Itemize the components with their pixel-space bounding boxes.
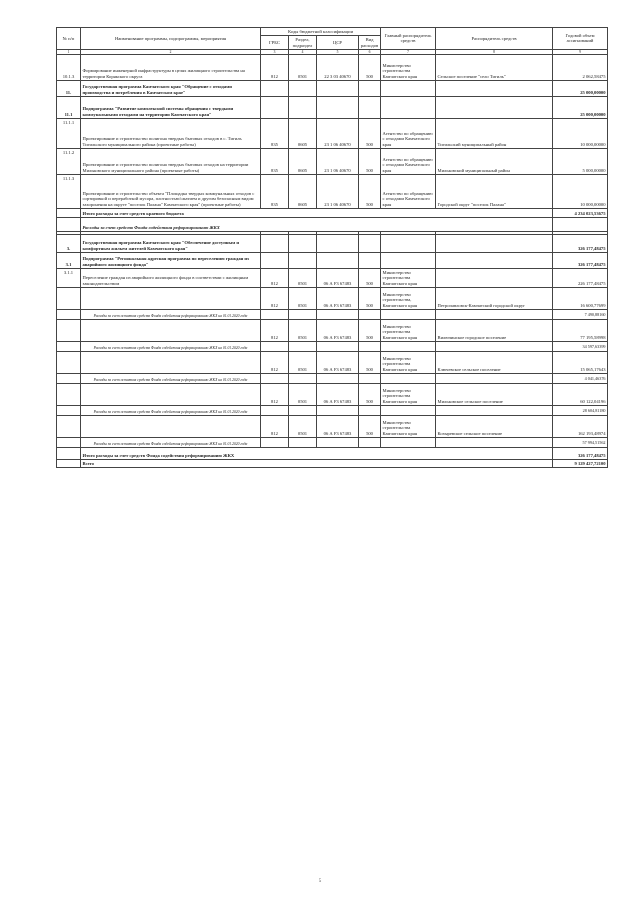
header-csr: ЦСР <box>317 36 359 50</box>
header-razdel: Раздел, подраздел <box>289 36 317 50</box>
table-row <box>57 174 608 208</box>
row-empty-cell <box>359 341 381 351</box>
row-grbs: 835 <box>261 174 289 208</box>
header-no: № п/п <box>57 28 81 50</box>
row-empty-cell <box>381 437 436 447</box>
budget-allocation-table <box>56 27 608 468</box>
row-amount: 16 600,77699 <box>553 287 608 309</box>
total-regional-label: Итого расходы за счет средств краевого бюджета <box>81 208 553 217</box>
column-number: 5 <box>317 49 359 54</box>
row-recipient: Сельское поселение "село Тигиль" <box>436 54 553 80</box>
row-vr: 500 <box>359 287 381 309</box>
header-admin: Главный распорядитель средств <box>381 28 436 50</box>
row-empty-cell <box>289 373 317 383</box>
row-grbs <box>261 80 289 96</box>
row-vr: 500 <box>359 174 381 208</box>
page-number: 5 <box>318 879 322 884</box>
row-name: Подпрограмма "Региональная адресная программа по переселению граждан из аварийного жилищного фонда" <box>81 252 261 268</box>
header-recipient: Распорядитель средств <box>436 28 553 50</box>
row-razdel: 0501 <box>289 415 317 437</box>
column-number: 3 <box>261 49 289 54</box>
row-vr: 500 <box>359 351 381 373</box>
total-fund-amount: 326 177,48475 <box>553 447 608 459</box>
row-razdel: 0501 <box>289 383 317 405</box>
column-number: 1 <box>57 49 81 54</box>
table-header <box>57 28 608 55</box>
row-admin: Министерство строительства Камчатского края <box>381 54 436 80</box>
row-no: 11. <box>57 80 81 96</box>
row-csr: 23 1 06 40670 <box>317 174 359 208</box>
row-empty-cell <box>436 309 553 319</box>
row-admin: Министерство строительства Камчатского края <box>381 268 436 287</box>
row-empty-cell <box>359 437 381 447</box>
row-vr <box>359 80 381 96</box>
row-grbs: 812 <box>261 351 289 373</box>
resettlement-row <box>57 351 608 373</box>
row-name: Государственная программа Камчатского края "Обращение с отходами производства и потребления в Камчатском крае" <box>81 80 261 96</box>
grand-total-label: Всего <box>81 459 553 467</box>
row-no: 3.1.1 <box>57 268 81 287</box>
row-empty-cell <box>359 405 381 415</box>
row-razdel <box>289 96 317 118</box>
row-csr <box>317 80 359 96</box>
row-admin: Министерство строительства, Камчатского края <box>381 287 436 309</box>
table-row <box>57 118 608 148</box>
total-fund-label: Итого расходы за счет средств Фонда содействия реформированию ЖКХ <box>81 447 553 459</box>
row-grbs <box>261 96 289 118</box>
row-razdel: 0605 <box>289 174 317 208</box>
row-grbs: 812 <box>261 415 289 437</box>
row-no <box>57 447 81 459</box>
row-csr: 06 А F3 67483 <box>317 351 359 373</box>
row-no: 10.1.3 <box>57 54 81 80</box>
header-codes: Коды бюджетной классификации <box>261 28 381 36</box>
row-recipient <box>436 80 553 96</box>
row-amount <box>553 217 608 231</box>
row-no <box>57 309 81 319</box>
row-grbs: 812 <box>261 287 289 309</box>
row-recipient <box>436 268 553 287</box>
row-no: 11.1.2 <box>57 148 81 174</box>
row-no: 3.1 <box>57 252 81 268</box>
row-amount: 326 177,48475 <box>553 234 608 252</box>
row-vr: 500 <box>359 268 381 287</box>
row-amount: 25 000,00000 <box>553 80 608 96</box>
fund-header-row <box>57 217 608 231</box>
row-razdel <box>289 80 317 96</box>
row-name <box>81 415 261 437</box>
table-row <box>57 80 608 96</box>
row-vr: 500 <box>359 383 381 405</box>
row-empty-cell <box>261 341 289 351</box>
row-recipient: Тигильский муниципальный район <box>436 118 553 148</box>
row-recipient: Ключевское сельское поселение <box>436 351 553 373</box>
row-csr: 06 А F3 67483 <box>317 319 359 341</box>
row-empty-cell <box>381 309 436 319</box>
row-recipient: Козыревское сельское поселение <box>436 415 553 437</box>
column-number: 4 <box>289 49 317 54</box>
row-admin: Министерство строительства Камчатского края <box>381 351 436 373</box>
resettlement-row <box>57 287 608 309</box>
column-number: 2 <box>81 49 261 54</box>
row-amount: 326 177,48475 <box>553 252 608 268</box>
row-admin: Министерство строительства Камчатского края <box>381 383 436 405</box>
header-grbs: ГРБС <box>261 36 289 50</box>
header-vr: Вид расходов <box>359 36 381 50</box>
row-admin <box>381 96 436 118</box>
fund-header-label: Расходы за счет средств Фонда содействия реформированию ЖКХ <box>81 217 553 231</box>
row-recipient <box>436 96 553 118</box>
row-no <box>57 217 81 231</box>
row-no <box>57 341 81 351</box>
row-amount: 5 000,00000 <box>553 148 608 174</box>
row-empty-cell <box>381 405 436 415</box>
row-grbs: 835 <box>261 118 289 148</box>
row-empty-cell <box>359 309 381 319</box>
row-csr <box>317 96 359 118</box>
row-grbs: 812 <box>261 383 289 405</box>
row-empty-cell <box>289 437 317 447</box>
row-razdel: 0501 <box>289 319 317 341</box>
resettlement-row <box>57 415 608 437</box>
row-admin: Агентство по обращению с отходами Камчатского края <box>381 148 436 174</box>
row-csr: 06 А F3 67483 <box>317 415 359 437</box>
row-empty-cell <box>317 405 359 415</box>
row-empty-cell <box>381 373 436 383</box>
row-name <box>81 351 261 373</box>
fund-remainder-label: Расходы за счет остатков средств Фонда содействия реформированию ЖКХ на 01.01.2020 года <box>81 309 261 319</box>
fund-remainder-label: Расходы за счет остатков средств Фонда содействия реформированию ЖКХ на 01.01.2020 года <box>81 437 261 447</box>
row-empty-cell <box>261 373 289 383</box>
budget-table-page <box>56 27 607 468</box>
row-no <box>57 405 81 415</box>
row-name: Формирование инженерной инфраструктуры в целях жилищного строительства на территории Корякского округа <box>81 54 261 80</box>
row-empty-cell <box>317 309 359 319</box>
row-vr: 500 <box>359 54 381 80</box>
row-no <box>57 373 81 383</box>
fund-remainder-row <box>57 309 608 319</box>
row-name: Государственная программа Камчатского края "Обеспечение доступным и комфортным жильем жителей Камчатского края" <box>81 234 261 252</box>
resettlement-row <box>57 319 608 341</box>
fund-remainder-label: Расходы за счет остатков средств Фонда содействия реформированию ЖКХ на 01.01.2020 года <box>81 405 261 415</box>
section-3-1-row <box>57 252 608 268</box>
fund-remainder-row <box>57 341 608 351</box>
row-admin: Министерство строительства Камчатского края <box>381 319 436 341</box>
row-name: Проектирование и строительство объекта "Площадка твердых коммунальных отходов с сортировкой и переработкой мусора, плотностью/сжатием и другим безопасным видом захоронения на округе "поселок Палана" Камчатского края" (проектные работы) <box>81 174 261 208</box>
row-empty-cell <box>317 437 359 447</box>
row-empty-cell <box>436 373 553 383</box>
row-csr: 06 А F3 67483 <box>317 268 359 287</box>
row-grbs: 812 <box>261 268 289 287</box>
total-regional-row <box>57 208 608 217</box>
row-vr: 500 <box>359 319 381 341</box>
row-amount: 60 122,04196 <box>553 383 608 405</box>
row-no: 11.1 <box>57 96 81 118</box>
row-name <box>81 319 261 341</box>
fund-remainder-row <box>57 405 608 415</box>
row-empty-cell <box>381 341 436 351</box>
row-admin: Министерство строительства Камчатского края <box>381 415 436 437</box>
row-amount: 226 177,48475 <box>553 268 608 287</box>
table-row <box>57 96 608 118</box>
fund-remainder-amount: 7 490,88160 <box>553 309 608 319</box>
row-razdel: 0501 <box>289 268 317 287</box>
row-recipient: Петропавловск-Камчатский городской округ <box>436 287 553 309</box>
row-recipient: Мильковский муниципальный район <box>436 148 553 174</box>
row-no <box>57 208 81 217</box>
row-csr: 06 А F3 67483 <box>317 287 359 309</box>
row-empty-cell <box>261 437 289 447</box>
row-amount: 25 000,00000 <box>553 96 608 118</box>
row-no: 11.1.1 <box>57 118 81 148</box>
row-recipient: Вилючинское городское поселение <box>436 319 553 341</box>
row-no: 11.1.3 <box>57 174 81 208</box>
row-vr: 500 <box>359 118 381 148</box>
row-recipient: Мильковское сельское поселение <box>436 383 553 405</box>
fund-remainder-row <box>57 437 608 447</box>
row-admin <box>381 80 436 96</box>
column-number: 6 <box>359 49 381 54</box>
row-amount: 2 062,58475 <box>553 54 608 80</box>
fund-remainder-label: Расходы за счет остатков средств Фонда содействия реформированию ЖКХ на 01.01.2020 года <box>81 341 261 351</box>
row-razdel: 0605 <box>289 118 317 148</box>
row-name: Переселение граждан из аварийного жилищного фонда в соответствии с жилищным законодательством <box>81 268 261 287</box>
table-body <box>57 54 608 467</box>
row-amount: 10 000,00000 <box>553 118 608 148</box>
row-name: Проектирование и строительство полигона твердых бытовых отходов на территории Мильковского муниципального района (проектные работы) <box>81 148 261 174</box>
row-no: 3. <box>57 234 81 252</box>
row-empty-cell <box>317 373 359 383</box>
row-admin: Агентство по обращению с отходами Камчатского края <box>381 118 436 148</box>
row-csr: 23 1 06 40670 <box>317 148 359 174</box>
row-empty-cell <box>436 437 553 447</box>
row-amount: 77 195,58998 <box>553 319 608 341</box>
row-empty-cell <box>359 373 381 383</box>
row-razdel: 0501 <box>289 287 317 309</box>
resettlement-row <box>57 268 608 287</box>
total-regional-amount: 4 234 023,53675 <box>553 208 608 217</box>
row-csr: 23 1 06 40670 <box>317 118 359 148</box>
header-name: Наименование программы, подпрограммы, мероприятия <box>81 28 261 50</box>
row-no <box>57 287 81 309</box>
row-no <box>57 437 81 447</box>
row-empty-cell <box>436 405 553 415</box>
grand-total-amount: 9 129 427,72100 <box>553 459 608 467</box>
row-no <box>57 351 81 373</box>
row-vr: 500 <box>359 415 381 437</box>
fund-remainder-amount: 57 994,51562 <box>553 437 608 447</box>
fund-remainder-amount: 4 041,46376 <box>553 373 608 383</box>
row-name <box>81 287 261 309</box>
row-razdel: 0501 <box>289 351 317 373</box>
fund-remainder-label: Расходы за счет остатков средств Фонда содействия реформированию ЖКХ на 01.01.2020 года <box>81 373 261 383</box>
row-empty-cell <box>261 309 289 319</box>
fund-remainder-row <box>57 373 608 383</box>
row-empty-cell <box>317 341 359 351</box>
column-number: 7 <box>381 49 436 54</box>
row-razdel: 0501 <box>289 54 317 80</box>
table-row <box>57 148 608 174</box>
fund-remainder-amount: 34 597,63399 <box>553 341 608 351</box>
row-name: Проектирование и строительство полигона твердых бытовых отходов в с. Тигиль Тигильского муниципального района (проектные работы) <box>81 118 261 148</box>
column-number: 9 <box>553 49 608 54</box>
row-empty-cell <box>289 341 317 351</box>
row-no <box>57 415 81 437</box>
row-amount: 15 065,17643 <box>553 351 608 373</box>
header-amount: Годовой объем ассигнований <box>553 28 608 50</box>
row-amount: 162 193,48974 <box>553 415 608 437</box>
section-3-row <box>57 234 608 252</box>
total-fund-row <box>57 447 608 459</box>
row-no <box>57 319 81 341</box>
row-admin: Агентство по обращению с отходами Камчатского края <box>381 174 436 208</box>
row-vr <box>359 96 381 118</box>
row-grbs: 812 <box>261 54 289 80</box>
row-razdel: 0605 <box>289 148 317 174</box>
row-empty-cell <box>289 405 317 415</box>
row-name <box>81 383 261 405</box>
row-amount: 10 000,00000 <box>553 174 608 208</box>
row-csr: 22 3 03 40670 <box>317 54 359 80</box>
row-grbs: 812 <box>261 319 289 341</box>
grand-total-row <box>57 459 608 467</box>
column-number: 8 <box>436 49 553 54</box>
row-recipient: Городской округ "поселок Палана" <box>436 174 553 208</box>
row-vr: 500 <box>359 148 381 174</box>
row-no <box>57 459 81 467</box>
row-grbs: 835 <box>261 148 289 174</box>
row-empty-cell <box>436 341 553 351</box>
table-row <box>57 54 608 80</box>
row-name: Подпрограмма "Развитие комплексной системы обращения с твердыми коммунальными отходами на территории Камчатского края" <box>81 96 261 118</box>
row-empty-cell <box>289 309 317 319</box>
row-no <box>57 383 81 405</box>
resettlement-row <box>57 383 608 405</box>
row-csr: 06 А F3 67483 <box>317 383 359 405</box>
fund-remainder-amount: 28 604,81180 <box>553 405 608 415</box>
row-empty-cell <box>261 405 289 415</box>
